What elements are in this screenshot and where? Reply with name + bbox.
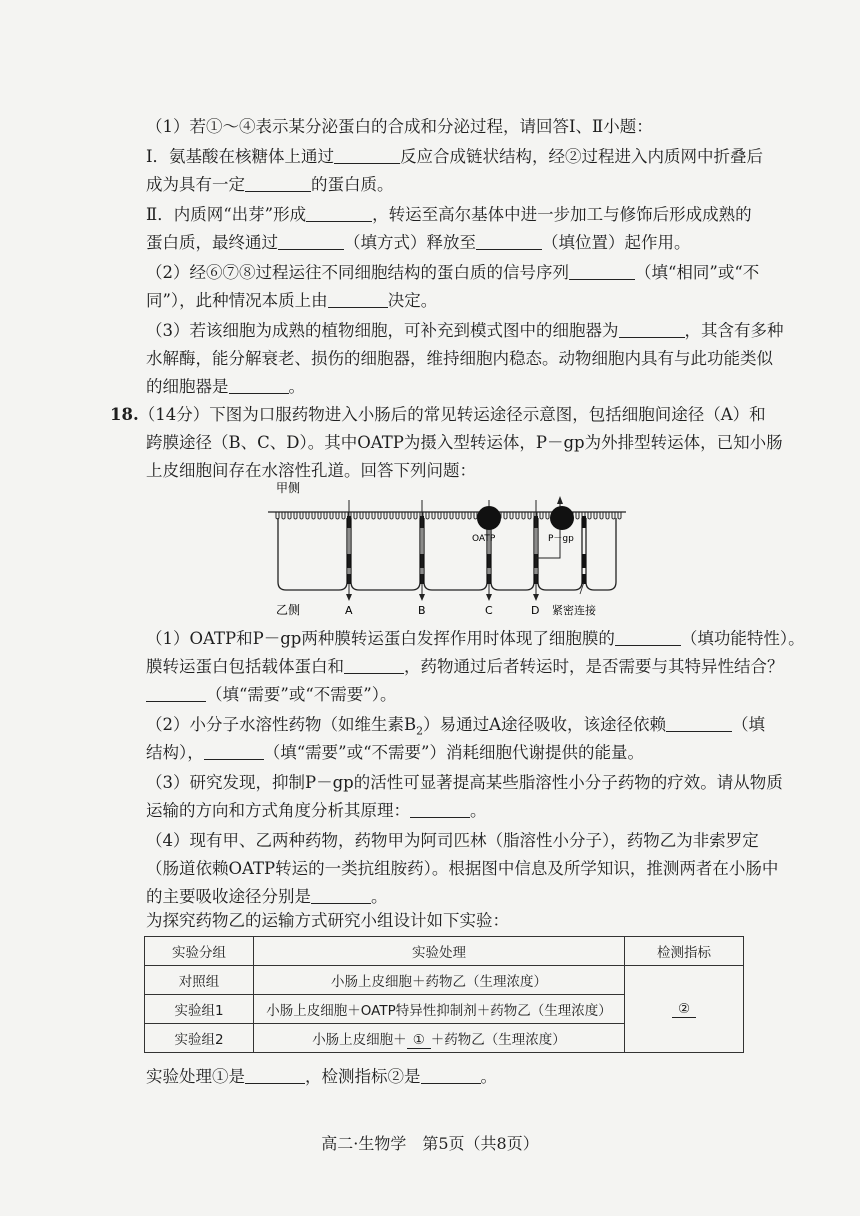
answer-blank[interactable] [615, 629, 681, 646]
header-indicator: 检测指标 [625, 937, 744, 966]
q18-s1-line3: （填“需要”或“不需要”）。 [146, 684, 397, 706]
q18-s3-line1: （3）研究发现，抑制P－gp的活性可显著提高某些脂溶性小分子药物的疗效。请从物质 [146, 773, 783, 792]
group-cell: 对照组 [145, 966, 254, 995]
answer-blank[interactable] [311, 887, 371, 904]
epithelial-cell [278, 518, 347, 590]
bottom-side-label: 乙侧 [276, 603, 301, 617]
q18-s1-line2: 膜转运蛋白包括载体蛋白和 ，药物通过后者转运时，是否需要与其特异性结合？ [146, 657, 784, 676]
group-cell: 实验组1 [145, 995, 254, 1024]
answer-blank[interactable] [421, 1067, 481, 1084]
page-footer: 高二·生物学 第5页（共8页） [321, 1134, 539, 1153]
oatp-label: OATP [472, 534, 496, 544]
answer-blank[interactable] [344, 657, 404, 674]
treatment-blank[interactable]: ① [407, 1032, 431, 1049]
answer-blank[interactable] [328, 291, 388, 308]
q18-table-intro: 为探究药物乙的运输方式研究小组设计如下实验： [146, 911, 509, 930]
q18-s3-line2: 运输的方向和方式角度分析其原理： 。 [146, 801, 487, 820]
indicator-blank[interactable]: ② [672, 1001, 696, 1018]
q17-i-line2: 成为具有一定 的蛋白质。 [146, 175, 394, 194]
q17-part3-line3: 的细胞器是 。 [146, 377, 305, 396]
answer-blank[interactable] [569, 263, 635, 280]
group-cell: 实验组2 [145, 1024, 254, 1053]
answer-blank[interactable] [410, 801, 470, 818]
q18-s4-line1: （4）现有甲、乙两种药物，药物甲为阿司匹林（脂溶性小分子），药物乙为非索罗定 [146, 831, 759, 850]
tight-junction-mark [582, 516, 586, 528]
pgp-transporter-icon [550, 506, 574, 530]
q17-part3-line1: （3）若该细胞为成熟的植物细胞，可补充到模式图中的细胞器为 ，其含有多种 [146, 321, 784, 340]
answer-blank[interactable] [306, 205, 372, 222]
answer-blank[interactable] [666, 715, 732, 732]
q18-intro-line1: 18.（14分）下图为口服药物进入小肠后的常见转运途径示意图，包括细胞间途径（A）和 [110, 405, 766, 424]
q17-part3-line2: 水解酶，能分解衰老、损伤的细胞器，维持细胞内稳态。动物细胞内具有与此功能类似 [146, 349, 773, 368]
q17-ii-line1: Ⅱ．内质网“出芽”形成 ，转运至高尔基体中进一步加工与修饰后形成成熟的 [146, 205, 752, 224]
q18-s4-line3: 的主要吸收途径分别是 。 [146, 887, 388, 906]
pgp-label: P－gp [548, 534, 574, 544]
route-c-label: C [485, 604, 493, 617]
answer-blank[interactable] [476, 233, 542, 250]
epithelial-cell [491, 518, 534, 590]
q18-s1-line1: （1）OATP和P－gp两种膜转运蛋白发挥作用时体现了细胞膜的 （填功能特性）。 [146, 629, 805, 648]
answer-blank[interactable] [619, 321, 685, 338]
q18-s2-line2: 结构）， （填“需要”或“不需要”）消耗细胞代谢提供的能量。 [146, 743, 644, 762]
answer-blank[interactable] [278, 233, 344, 250]
treatment-cell: 小肠上皮细胞＋OATP特异性抑制剂＋药物乙（生理浓度） [254, 995, 625, 1024]
q17-part1-intro: （1）若①～④表示某分泌蛋白的合成和分泌过程，请回答Ⅰ、Ⅱ小题： [146, 117, 653, 136]
table-row [145, 966, 744, 995]
indicator-cell [625, 966, 744, 1053]
q18-s2-line1: （2）小分子水溶性药物（如维生素$B_2$）易通过A途径吸收，该途径依赖 （填 [146, 715, 766, 738]
q18-last-line: 实验处理①是 ，检测指标②是 。 [146, 1067, 497, 1086]
epithelial-cell [424, 518, 487, 590]
route-d-label: D [531, 604, 540, 617]
intestine-transport-diagram [262, 478, 632, 620]
header-treatment: 实验处理 [254, 937, 625, 966]
oatp-transporter-icon [477, 506, 501, 530]
answer-blank[interactable] [245, 175, 311, 192]
q18-s4-line2: （肠道依赖OATP转运的一类抗组胺药）。根据图中信息及所学知识，推测两者在小肠中 [146, 859, 779, 878]
top-side-label: 甲侧 [276, 481, 301, 495]
tight-junction-mark [582, 554, 586, 568]
route-a-label: A [345, 604, 353, 617]
q17-i-line1: Ⅰ．氨基酸在核糖体上通过 反应合成链状结构，经②过程进入内质网中折叠后 [146, 147, 764, 166]
treatment-cell: 小肠上皮细胞＋ ① ＋药物乙（生理浓度） [254, 1024, 625, 1053]
answer-blank[interactable] [204, 743, 264, 760]
table-header-row [145, 937, 744, 966]
answer-blank[interactable] [245, 1067, 305, 1084]
answer-blank[interactable] [334, 147, 400, 164]
header-group: 实验分组 [145, 937, 254, 966]
tight-junctions [347, 516, 586, 584]
question-number: 18. [110, 405, 139, 424]
epithelial-cell [586, 518, 616, 590]
route-b-label: B [418, 604, 426, 617]
q17-ii-line2: 蛋白质，最终通过 （填方式）释放至 （填位置）起作用。 [146, 233, 691, 252]
answer-blank[interactable] [229, 377, 289, 394]
q18-intro-line3: 上皮细胞间存在水溶性孔道。回答下列问题： [146, 461, 476, 480]
tight-junction-label: 紧密连接 [552, 604, 596, 617]
answer-blank[interactable] [146, 685, 206, 702]
experiment-table [144, 936, 744, 1053]
q17-part2-line1: （2）经⑥⑦⑧过程运往不同细胞结构的蛋白质的信号序列 （填“相同”或“不 [146, 263, 760, 282]
q18-intro-line2: 跨膜途径（B、C、D）。其中OATP为摄入型转运体，P－gp为外排型转运体，已知小肠 [146, 433, 783, 452]
q17-part2-line2: 同”），此种情况本质上由 决定。 [146, 291, 438, 310]
treatment-cell: 小肠上皮细胞＋药物乙（生理浓度） [254, 966, 625, 995]
epithelial-cell [351, 518, 420, 590]
